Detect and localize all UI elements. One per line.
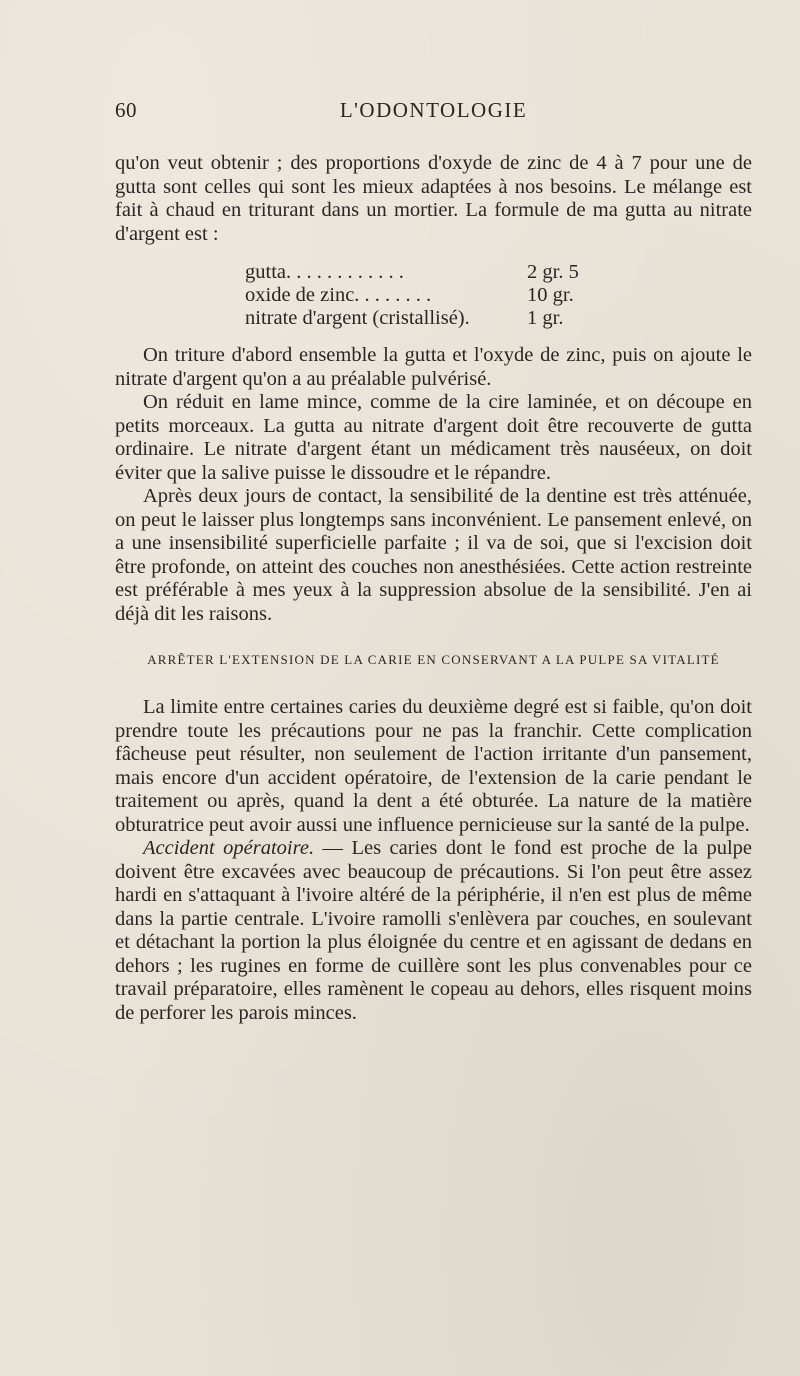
recipe-row xyxy=(245,307,752,330)
paragraph-continuation: qu'on veut obtenir ; des proportions d'oxyde de zinc de 4 à 7 pour une de gutta sont celles qui sont les mieux adaptées à nos besoins. Le mélange est fait à chaud en triturant dans un mortier. La formule de ma gutta au nitrate d'argent est : xyxy=(115,152,752,245)
recipe-formula xyxy=(115,261,752,330)
recipe-quantity: 10 gr. xyxy=(527,284,574,306)
paragraph-trituration: On triture d'abord ensemble la gutta et l'oxyde de zinc, puis on ajoute le nitrate d'argent qu'on a au préalable pulvérisé. xyxy=(115,344,752,390)
recipe-ingredient: nitrate d'argent (cristallisé). xyxy=(245,307,470,329)
recipe-row xyxy=(245,284,752,307)
recipe-ingredient: gutta. . . . . . . . . . . . xyxy=(245,261,404,283)
recipe-ingredient: oxide de zinc. . . . . . . . xyxy=(245,284,432,306)
recipe-quantity: 1 gr. xyxy=(527,307,564,329)
page-header xyxy=(115,98,752,128)
paragraph-accident-text: — Les caries dont le fond est proche de la pulpe doivent être excavées avec beaucoup de précautions. Si l'on peut être assez hardi en s'attaquant à l'ivoire altéré de la périphérie, il n'en est plus de même dans la partie centrale. L'ivoire ramolli s'enlèvera par couches, en soulevant et détachant la portion la plus éloignée du centre et en agissant de dedans en dehors ; les rugines en forme de cuillère sont les plus convenables pour ce travail préparatoire, elles ramènent le copeau au dehors, elles risquent moins de perforer les parois minces. xyxy=(115,837,752,1024)
page-number: 60 xyxy=(115,98,137,122)
running-title: L'ODONTOLOGIE xyxy=(339,98,528,122)
recipe-quantity: 2 gr. 5 xyxy=(527,261,579,283)
paragraph-accident xyxy=(115,837,752,1025)
paragraph-lamination: On réduit en lame mince, comme de la cire laminée, et on découpe en petits morceaux. La gutta au nitrate d'argent doit être recouverte de gutta ordinaire. Le nitrate d'argent étant un médicament très nauséeux, on doit éviter que la salive puisse le dissoudre et le répandre. xyxy=(115,391,752,484)
body-text xyxy=(115,152,752,1025)
paragraph-lead: Accident opératoire. xyxy=(143,837,315,859)
paragraph-contact: Après deux jours de contact, la sensibilité de la dentine est très atténuée, on peut le laisser plus longtemps sans inconvénient. Le pansement enlevé, on a une insensibilité superficielle parfaite ; il va de soi, que si l'excision doit être profonde, on atteint des couches non anesthésiées. Cette action restreinte est préférable à mes yeux à la suppression absolue de la sensibilité. J'en ai déjà dit les raisons. xyxy=(115,485,752,625)
section-heading: ARRÊTER L'EXTENSION DE LA CARIE EN CONSERVANT A LA PULPE SA VITALITÉ xyxy=(147,652,720,667)
recipe-row xyxy=(245,261,752,284)
paragraph-limit: La limite entre certaines caries du deuxième degré est si faible, qu'on doit prendre toute les précautions pour ne pas la franchir. Cette complication fâcheuse peut résulter, non seulement de l'action irritante d'un pansement, mais encore d'un accident opératoire, de l'extension de la carie pendant le traitement ou après, quand la dent a été obturée. La nature de la matière obturatrice peut avoir aussi une influence pernicieuse sur la santé de la pulpe. xyxy=(115,696,752,836)
